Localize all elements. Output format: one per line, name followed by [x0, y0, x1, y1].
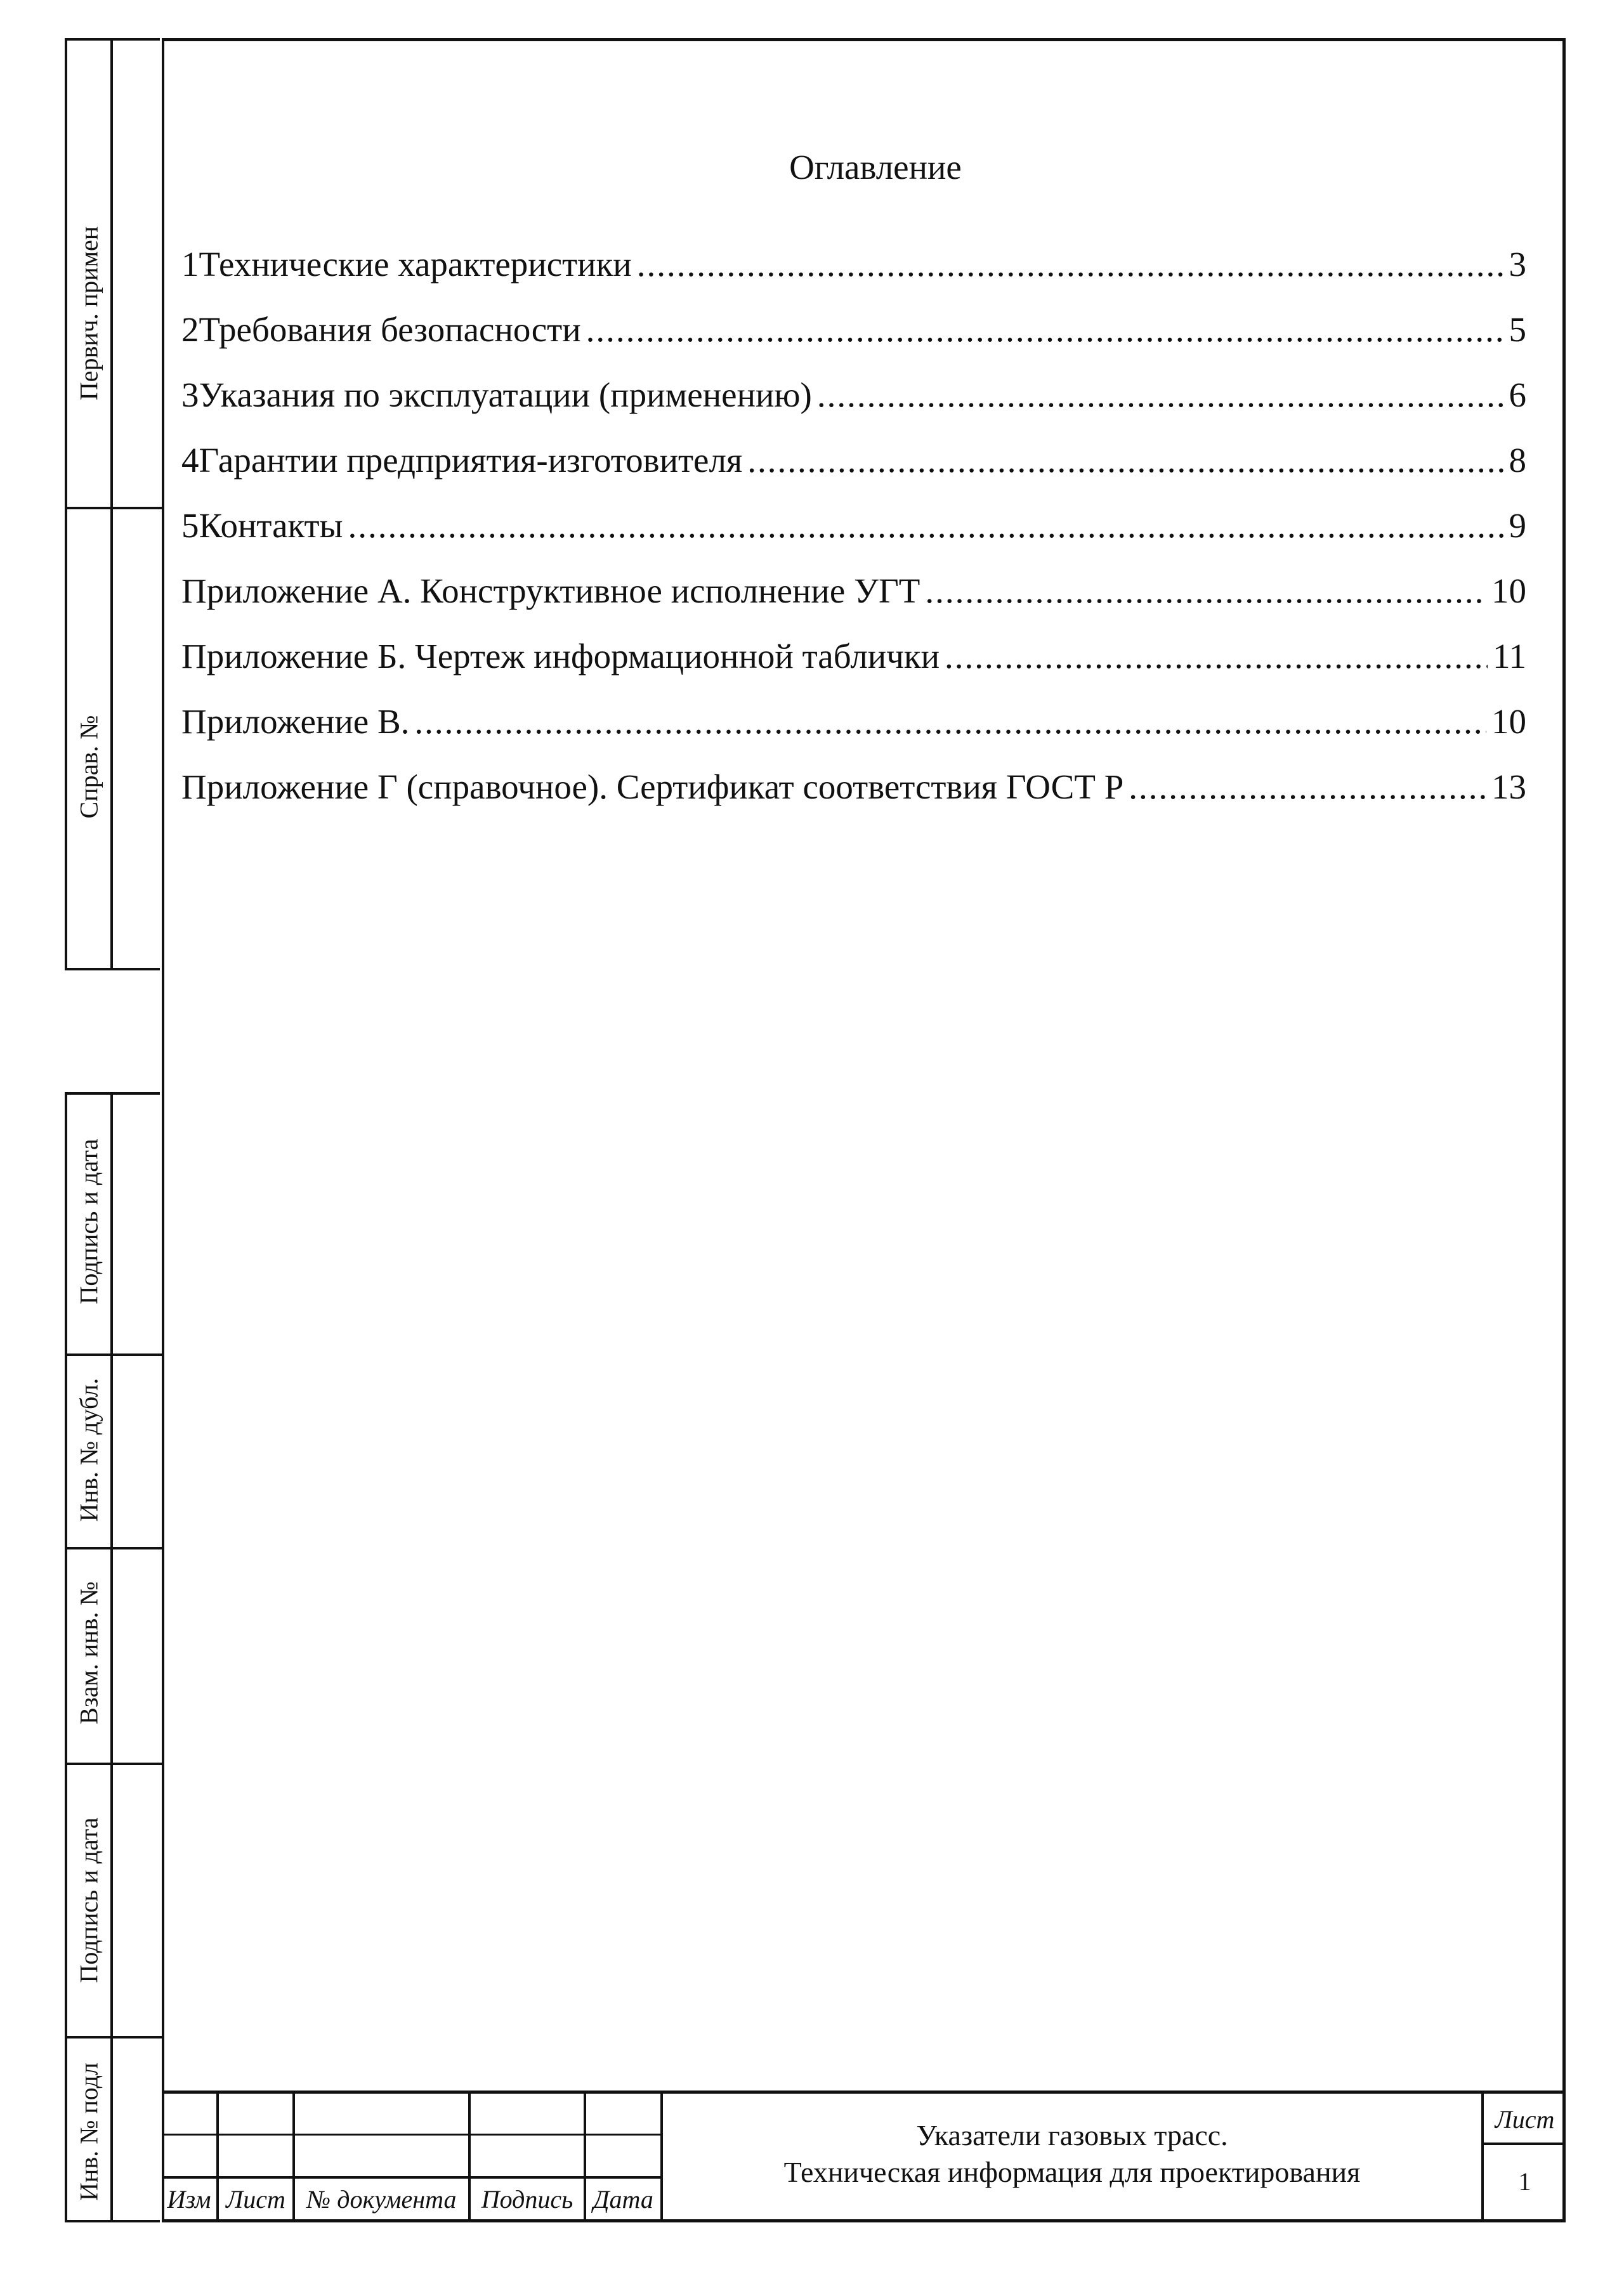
- toc-item[interactable]: [181, 571, 1526, 636]
- toc-leader-dots: [925, 571, 1486, 611]
- toc-item-label: 1Технические характеристики: [181, 245, 632, 284]
- document-title-line2: Техническая информация для проектирования: [783, 2156, 1361, 2188]
- toc-list: [181, 244, 1526, 832]
- podpis-data-label: Подпись и дата: [74, 1138, 103, 1305]
- side-divider: [67, 1353, 162, 1356]
- toc-leader-dots: [586, 310, 1504, 349]
- col-date-label: Дата: [593, 2185, 653, 2214]
- toc-title: Оглавление: [789, 148, 962, 186]
- inv-dubl-label: Инв. № дубл.: [74, 1378, 103, 1522]
- toc-leader-dots: [637, 244, 1504, 284]
- toc-leader-dots: [1129, 767, 1486, 807]
- toc-leader-dots: [817, 375, 1504, 415]
- toc-item-page: 13: [1491, 767, 1526, 806]
- toc-item-page: 3: [1509, 245, 1526, 284]
- toc-item-label: 5Контакты: [181, 506, 343, 545]
- toc-item-label: Приложение Г (справочное). Сертификат соответствия ГОСТ Р: [181, 767, 1124, 806]
- side-divider: [67, 507, 162, 509]
- col-sign-label: Подпись: [481, 2185, 573, 2214]
- toc-item-page: 9: [1509, 506, 1526, 545]
- toc-item[interactable]: [181, 506, 1526, 571]
- toc-item-page: 11: [1493, 637, 1526, 675]
- title-block-row-line: [162, 2176, 663, 2179]
- toc-item[interactable]: [181, 310, 1526, 375]
- toc-item-label: 4Гарантии предприятия-изготовителя: [181, 441, 743, 479]
- title-block-row-line: [1481, 2143, 1566, 2145]
- toc-item-page: 5: [1509, 310, 1526, 349]
- col-list-label: Лист: [226, 2185, 285, 2214]
- toc-item-label: 3Указания по эксплуатации (применению): [181, 375, 812, 414]
- sheet-number: 1: [1518, 2167, 1531, 2196]
- side-stamp-bottom: [65, 1092, 160, 2222]
- toc-item[interactable]: [181, 375, 1526, 440]
- sprav-no-label: Справ. №: [74, 715, 103, 819]
- side-divider: [67, 1763, 162, 1765]
- side-divider: [67, 1547, 162, 1549]
- podpis-data-label-2: Подпись и дата: [74, 1817, 103, 1983]
- perv-primen-label: Первич. примен: [74, 226, 103, 401]
- toc-item[interactable]: [181, 440, 1526, 506]
- toc-item-label: 2Требования безопасности: [181, 310, 581, 349]
- toc-item-page: 6: [1509, 375, 1526, 414]
- toc-leader-dots: [945, 636, 1488, 676]
- title-block-top-border: [162, 2091, 1566, 2094]
- toc-item-page: 8: [1509, 441, 1526, 479]
- toc-item[interactable]: [181, 636, 1526, 701]
- document-title: [663, 2117, 1481, 2191]
- toc-leader-dots: [414, 701, 1486, 741]
- title-block: [162, 2091, 1566, 2222]
- col-izm-label: Изм: [167, 2185, 211, 2214]
- toc-leader-dots: [348, 506, 1503, 545]
- col-doc-label: № документа: [306, 2185, 457, 2214]
- toc-item-page: 10: [1491, 702, 1526, 741]
- toc-item-label: Приложение А. Конструктивное исполнение УГТ: [181, 571, 920, 610]
- toc-item[interactable]: [181, 767, 1526, 832]
- title-block-row-line: [162, 2134, 663, 2136]
- document-title-line1: Указатели газовых трасс.: [916, 2119, 1228, 2151]
- toc-item[interactable]: [181, 701, 1526, 767]
- toc-item[interactable]: [181, 244, 1526, 310]
- inv-podl-label: Инв. № подл: [74, 2063, 103, 2201]
- toc-item-label: Приложение Б. Чертеж информационной таблички: [181, 637, 940, 675]
- toc-item-label: Приложение В.: [181, 702, 410, 741]
- toc-item-page: 10: [1491, 571, 1526, 610]
- side-divider: [67, 2036, 162, 2038]
- toc-leader-dots: [747, 440, 1503, 480]
- sheet-label: Лист: [1495, 2105, 1555, 2134]
- vzam-inv-label: Взам. инв. №: [74, 1581, 103, 1725]
